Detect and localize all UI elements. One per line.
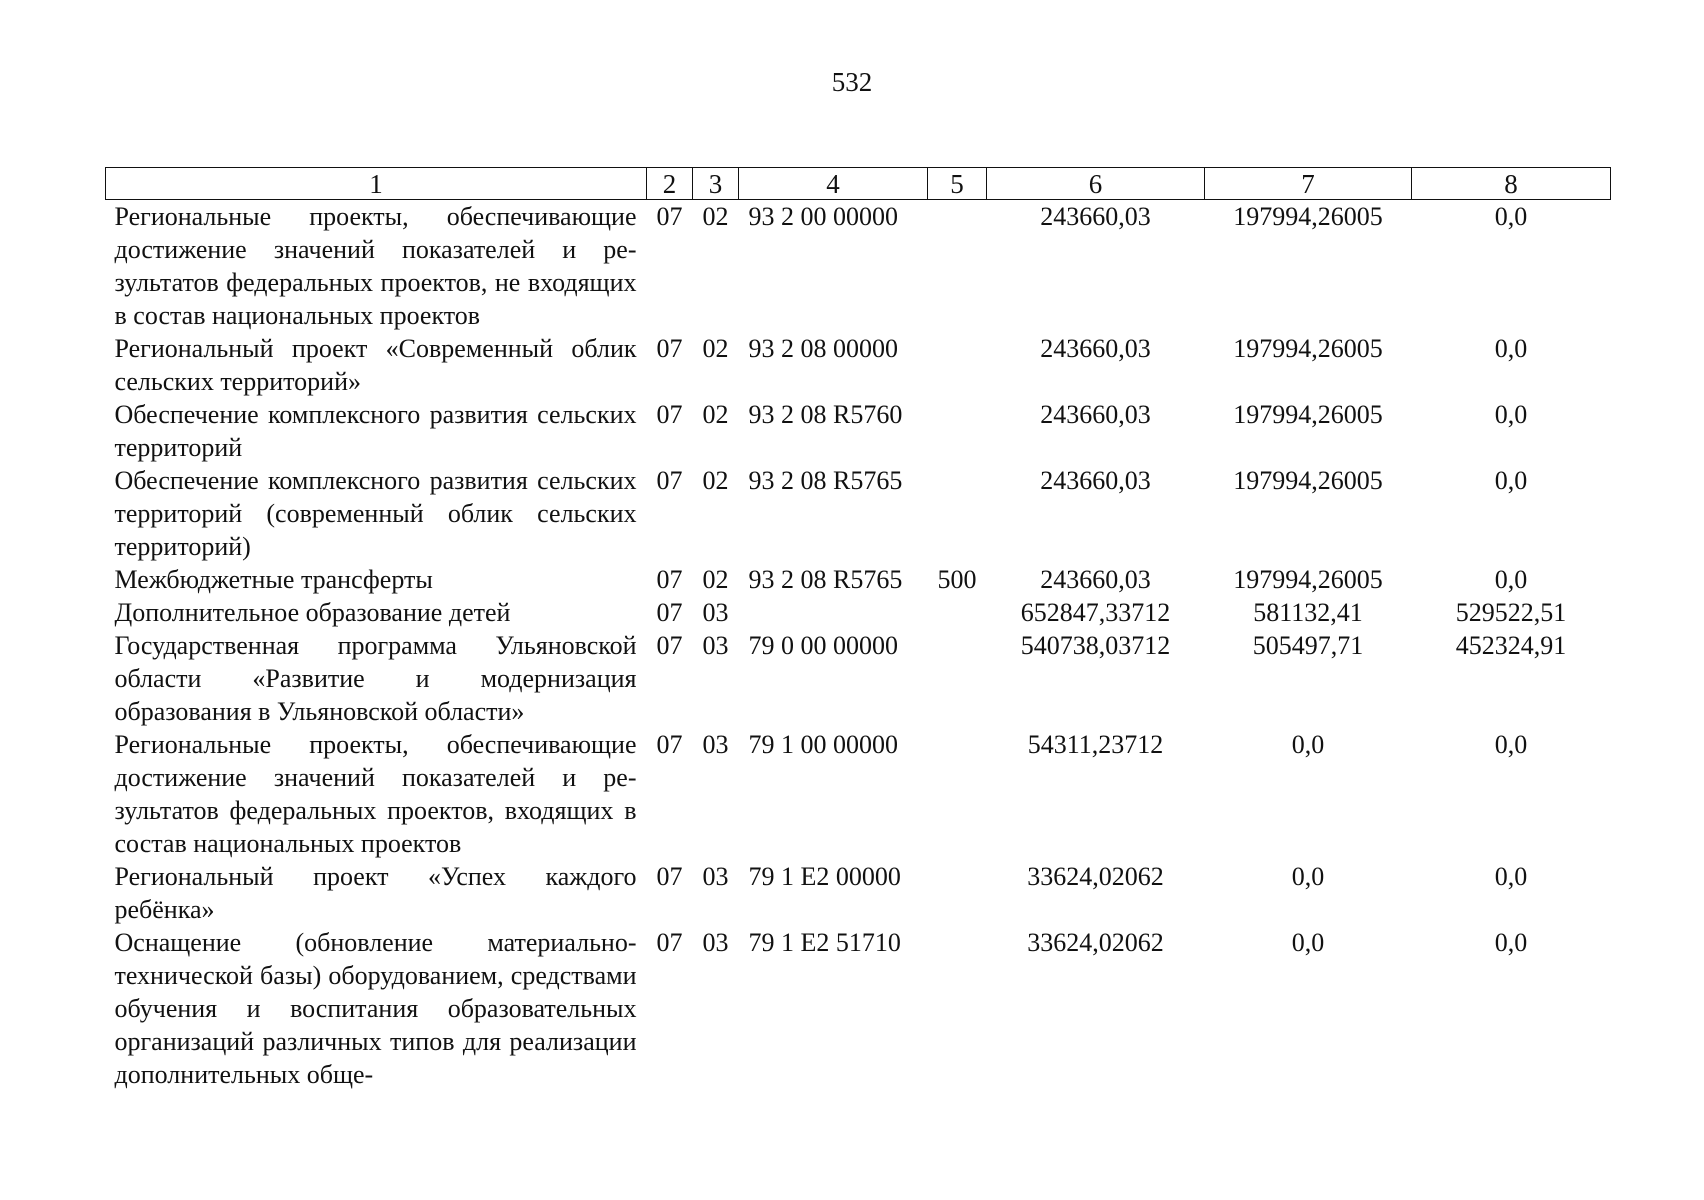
table-row — [106, 860, 1611, 926]
amount-col6: 243660,03 — [1040, 565, 1151, 594]
amount-col7: 197994,26005 — [1233, 334, 1383, 363]
amount-col7: 581132,41 — [1253, 598, 1363, 627]
section-code: 07 — [656, 466, 683, 495]
expense-type-code — [928, 398, 987, 464]
table-row — [106, 926, 1611, 1091]
table-row — [106, 464, 1611, 563]
expense-type-code — [928, 860, 987, 926]
section-code: 07 — [656, 202, 683, 231]
amount-col6: 652847,33712 — [1020, 598, 1171, 627]
subsection-code: 03 — [702, 862, 729, 891]
target-article-code: 93 2 00 00000 — [748, 202, 898, 231]
subsection-code: 03 — [702, 631, 729, 660]
amount-col7: 197994,26005 — [1233, 202, 1383, 231]
target-article-code: 93 2 08 R5765 — [748, 565, 903, 594]
col-header-5: 5 — [928, 168, 987, 200]
amount-col6: 54311,23712 — [1027, 730, 1164, 759]
amount-col8: 0,0 — [1494, 730, 1528, 759]
expense-type-code — [928, 926, 987, 1091]
amount-col7: 197994,26005 — [1233, 400, 1383, 429]
target-article-code: 79 1 E2 00000 — [748, 862, 901, 891]
section-code: 07 — [656, 334, 683, 363]
expense-type-code — [928, 596, 987, 629]
expense-type-code — [928, 200, 987, 333]
row-name: Региональный проект «Современный облик сельских территорий» — [114, 334, 637, 396]
budget-table-container — [105, 167, 1610, 1091]
target-article-code — [739, 596, 928, 629]
row-name: Региональный проект «Успех каждого ребёнка» — [114, 862, 637, 924]
amount-col8: 0,0 — [1494, 466, 1528, 495]
subsection-code: 02 — [702, 334, 729, 363]
subsection-code: 02 — [702, 400, 729, 429]
expense-type-code — [928, 728, 987, 860]
section-code: 07 — [656, 862, 683, 891]
row-name: Обеспечение комплексного развития сельских территорий — [114, 400, 637, 462]
section-code: 07 — [656, 730, 683, 759]
table-row — [106, 596, 1611, 629]
target-article-code: 93 2 08 00000 — [748, 334, 898, 363]
section-code: 07 — [656, 928, 683, 957]
budget-table — [105, 167, 1611, 1091]
col-header-3: 3 — [693, 168, 739, 200]
amount-col8: 0,0 — [1494, 202, 1528, 231]
subsection-code: 02 — [702, 565, 729, 594]
row-name: Межбюджетные трансферты — [114, 565, 433, 594]
amount-col7: 197994,26005 — [1233, 466, 1383, 495]
section-code: 07 — [656, 598, 683, 627]
expense-type-code — [928, 629, 987, 728]
col-header-8: 8 — [1412, 168, 1611, 200]
amount-col7: 197994,26005 — [1233, 565, 1383, 594]
row-name: Дополнительное образование детей — [114, 598, 511, 627]
amount-col6: 243660,03 — [1040, 334, 1151, 363]
expense-type-code: 500 — [937, 565, 977, 594]
amount-col6: 33624,02062 — [1027, 862, 1164, 891]
amount-col7: 505497,71 — [1252, 631, 1364, 660]
subsection-code: 03 — [702, 598, 729, 627]
amount-col8: 0,0 — [1494, 928, 1528, 957]
expense-type-code — [928, 464, 987, 563]
section-code: 07 — [656, 631, 683, 660]
target-article-code: 93 2 08 R5765 — [748, 466, 903, 495]
amount-col6: 243660,03 — [1040, 400, 1151, 429]
amount-col6: 33624,02062 — [1027, 928, 1164, 957]
amount-col8: 0,0 — [1494, 862, 1528, 891]
section-code: 07 — [656, 400, 683, 429]
amount-col8: 529522,51 — [1455, 598, 1567, 627]
header-row — [106, 168, 1611, 200]
row-name: Оснащение (обновление материально-технической базы) оборудованием, средствами обучения и воспитания образовательных организаций различных типов для реализации дополнительных обще- — [114, 928, 637, 1089]
table-row — [106, 200, 1611, 333]
section-code: 07 — [656, 565, 683, 594]
col-header-6: 6 — [987, 168, 1205, 200]
table-row — [106, 332, 1611, 398]
page-number: 532 — [831, 67, 873, 97]
table-row — [106, 563, 1611, 596]
target-article-code: 79 1 00 00000 — [748, 730, 898, 759]
subsection-code: 02 — [702, 466, 729, 495]
row-name: Региональные проекты, обеспечивающие достижение значений показателей и результатов федеральных проектов, входящих в состав национальных проектов — [114, 730, 637, 858]
table-row — [106, 398, 1611, 464]
subsection-code: 03 — [702, 730, 729, 759]
amount-col7: 0,0 — [1291, 730, 1325, 759]
row-name: Региональные проекты, обеспечивающие достижение значений показателей и результатов федеральных проектов, не входящих в состав национальных проектов — [114, 202, 637, 330]
amount-col8: 0,0 — [1494, 400, 1528, 429]
col-header-4: 4 — [739, 168, 928, 200]
table-row — [106, 629, 1611, 728]
amount-col8: 452324,91 — [1455, 631, 1567, 660]
amount-col6: 540738,03712 — [1020, 631, 1171, 660]
expense-type-code — [928, 332, 987, 398]
amount-col6: 243660,03 — [1040, 466, 1151, 495]
row-name: Государственная программа Ульяновской области «Развитие и модернизация образования в Ульяновской области» — [114, 631, 637, 726]
amount-col8: 0,0 — [1494, 565, 1528, 594]
col-header-2: 2 — [647, 168, 693, 200]
target-article-code: 79 1 E2 51710 — [748, 928, 901, 957]
subsection-code: 03 — [702, 928, 729, 957]
subsection-code: 02 — [702, 202, 729, 231]
amount-col7: 0,0 — [1291, 862, 1325, 891]
table-row — [106, 728, 1611, 860]
target-article-code: 93 2 08 R5760 — [748, 400, 903, 429]
amount-col6: 243660,03 — [1040, 202, 1151, 231]
amount-col8: 0,0 — [1494, 334, 1528, 363]
row-name: Обеспечение комплексного развития сельских территорий (современный облик сельских территорий) — [114, 466, 637, 561]
target-article-code: 79 0 00 00000 — [748, 631, 898, 660]
col-header-7: 7 — [1205, 168, 1412, 200]
amount-col7: 0,0 — [1291, 928, 1325, 957]
col-header-1: 1 — [106, 168, 647, 200]
